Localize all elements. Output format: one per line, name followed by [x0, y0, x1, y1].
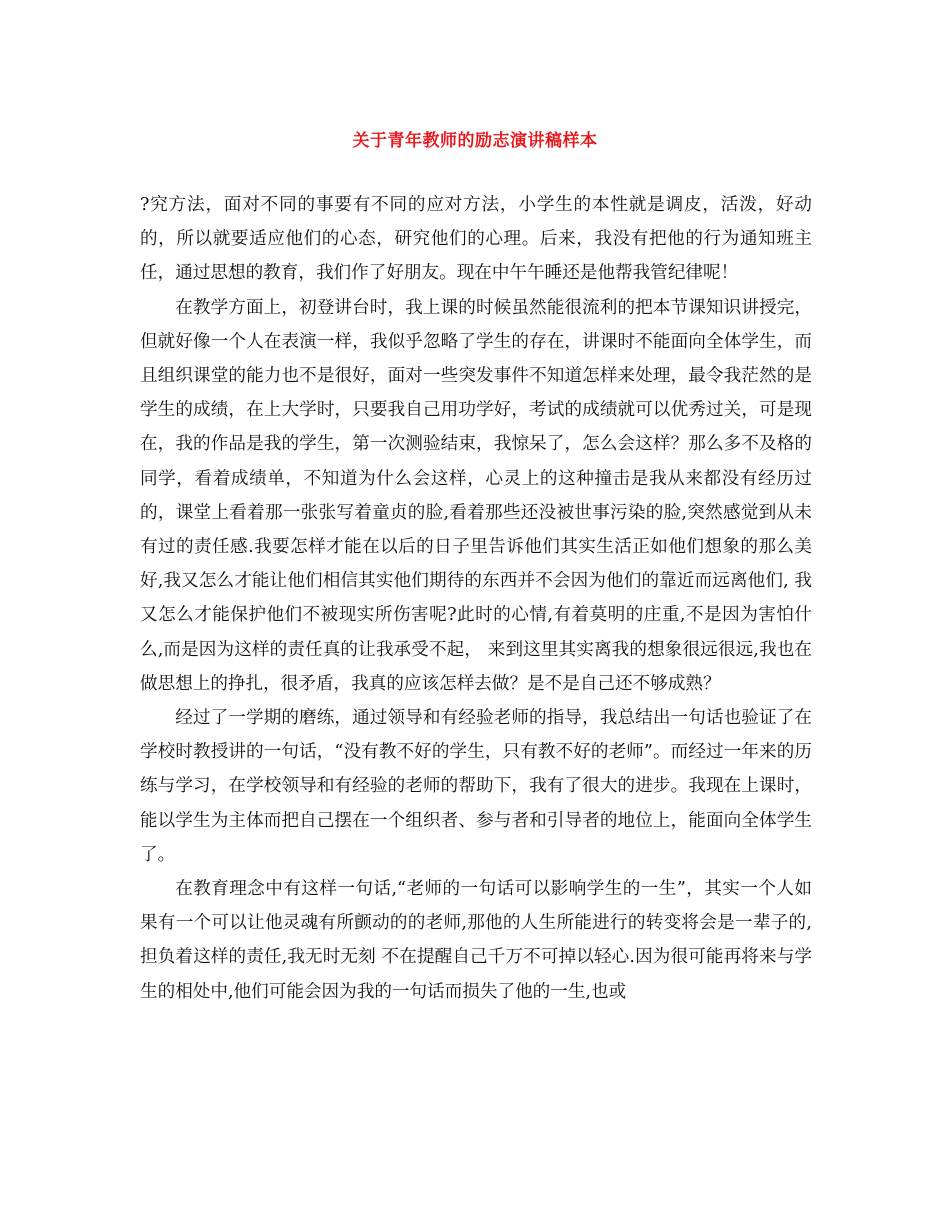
paragraph-1: ?究方法，面对不同的事要有不同的应对方法，小学生的本性就是调皮，活泼，好动的，所以就要适应他们的心态，研究他们的心理。后来，我没有把他的行为通知班主任，通过思想的教育，我们作了好朋友。现在中午午睡还是他帮我管纪律呢！: [140, 195, 812, 284]
document-title: 关于青年教师的励志演讲稿样本: [352, 131, 598, 151]
paragraph-3: 经过了一学期的磨练，通过领导和有经验老师的指导，我总结出一句话也验证了在学校时教授讲的一句话，“没有教不好的学生，只有教不好的老师”。而经过一年来的历练与学习，在学校领导和有经验的老师的帮助下，我有了很大的进步。我现在上课时，能以学生为主体而把自己摆在一个组织者、参与者和引导者的地位上，能面向全体学生了。: [140, 708, 812, 865]
paragraph-4: 在教育理念中有这样一句话,“老师的一句话可以影响学生的一生”，其实一个人如果有一个可以让他灵魂有所颤动的的老师,那他的人生所能进行的转变将会是一辈子的,担负着这样的责任,我无时无刻 不在提醒自己千万不可掉以轻心.因为很可能再将来与学生的相处中,他们可能会因为我的一句话而损失了他的一生,也或: [140, 879, 812, 1002]
document-body: [140, 188, 812, 1009]
paragraph-2: 在教学方面上，初登讲台时，我上课的时候虽然能很流利的把本节课知识讲授完，但就好像一个人在表演一样，我似乎忽略了学生的存在，讲课时不能面向全体学生，而且组织课堂的能力也不是很好，面对一些突发事件不知道怎样来处理，最令我茫然的是学生的成绩，在上大学时，只要我自己用功学好，考试的成绩就可以优秀过关，可是现在，我的作品是我的学生，第一次测验结束，我惊呆了，怎么会这样？那么多不及格的同学，看着成绩单，不知道为什么会这样，心灵上的这种撞击是我从来都没有经历过的，课堂上看着那一张张写着童贞的脸,看着那些还没被世事污染的脸,突然感觉到从未有过的责任感.我要怎样才能在以后的日子里告诉他们其实生活正如他们想象的那么美好,我又怎么才能让他们相信其实他们期待的东西并不会因为他们的靠近而远离他们, 我又怎么才能保护他们不被现实所伤害呢?此时的心情,有着莫明的庄重,不是因为害怕什么,而是因为这样的责任真的让我承受不起， 来到这里其实离我的想象很远很远,我也在做思想上的挣扎，很矛盾，我真的应该怎样去做？是不是自己还不够成熟？: [140, 297, 812, 694]
